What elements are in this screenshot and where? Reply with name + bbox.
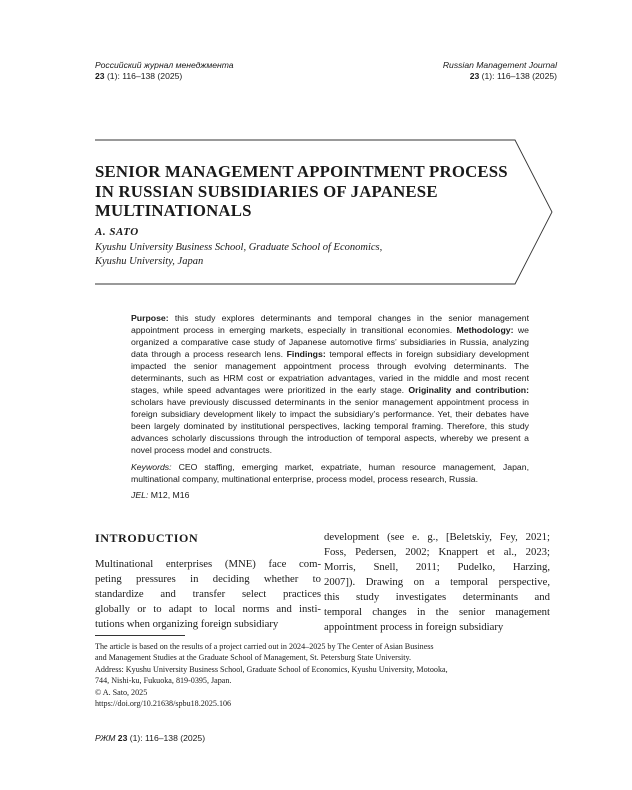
running-header-left — [95, 60, 234, 82]
jel-text: M12, M16 — [148, 490, 190, 500]
keywords-text: CEO staffing, emerging market, expatriate, human resource management, Japan, multinational company, multinational enterprise, process model, process research, Russia. — [131, 462, 529, 484]
body-column-left — [95, 557, 321, 632]
purpose-text: this study explores determinants and temporal changes in the senior management appointment process in emerging markets, especially in transitional economies. — [131, 313, 529, 335]
body-line: tutions when organizing foreign subsidiary — [95, 618, 279, 630]
jel-codes — [131, 489, 529, 501]
doi-link[interactable]: https://doi.org/10.21638/spbu18.2025.106 — [95, 699, 232, 709]
affiliation-line: Kyushu University, Japan — [95, 256, 204, 267]
copyright: © A. Sato, 2025 — [95, 687, 148, 697]
body-line: globally or to adapt to local norms and insti- — [95, 603, 321, 615]
footnote-address: 744, Nishi-ku, Fukuoka, 819-0395, Japan. — [95, 676, 232, 686]
issue-pages: (1): 116–138 (2025) — [104, 71, 183, 81]
body-column-right — [324, 530, 550, 635]
originality-text: scholars have previously discussed determinants in the senior management appointment process in foreign subsidiary development likely to impact the subsidiary’s performance. Yet, their debates have been largely dominated by institutional perspectives, lacking temporal framing. Therefore, this study advances scholarly discussions through the introduction of temporal aspects, whereby we present a novel process model and constructs. — [131, 397, 529, 455]
abstract-body — [131, 312, 529, 456]
body-line: this study investigates determinants and — [324, 591, 550, 603]
footnote — [95, 641, 555, 709]
body-line: Foss, Pedersen, 2002; Knappert et al., 2023; — [324, 546, 550, 558]
volume-info-left — [95, 71, 182, 81]
methodology-label: Methodology: — [456, 325, 514, 335]
article-title-block — [95, 162, 545, 221]
author-name: A. SATO — [95, 226, 139, 238]
body-line: appointment process in foreign subsidiary — [324, 621, 504, 633]
footnote-address: Address: Kyushu University Business School, Graduate School of Economics, Kyushu University, Motooka, — [95, 664, 448, 674]
body-line: development (see e. g., [Beletskiy, Fey, 2021; — [324, 531, 550, 543]
abstract — [131, 312, 529, 501]
findings-label: Findings: — [286, 349, 326, 359]
journal-name-ru: Российский журнал менеджмента — [95, 60, 234, 70]
body-line: 2007]). Drawing on a temporal perspective, — [324, 576, 550, 588]
author-affiliation — [95, 241, 382, 269]
keywords — [131, 461, 529, 485]
affiliation-line: Kyushu University Business School, Graduate School of Economics, — [95, 242, 383, 253]
title-line: MULTINATIONALS — [95, 201, 252, 220]
originality-label: Originality and contribution: — [408, 385, 529, 395]
purpose-label: Purpose: — [131, 313, 169, 323]
issue-pages: (1): 116–138 (2025) — [479, 71, 557, 81]
title-line: IN RUSSIAN SUBSIDIARIES OF JAPANESE — [95, 181, 438, 201]
body-line: peting pressures in deciding whether to — [95, 573, 321, 585]
methodology-text: we organized a comparative case study of Japanese automotive firms’ subsidiaries in Russia, analyzing data through a process research lens. — [131, 325, 529, 359]
journal-abbr: РЖМ — [95, 733, 116, 743]
jel-label: JEL: — [131, 490, 149, 500]
footer-volume: 23 — [117, 733, 128, 743]
footnote-divider — [95, 635, 185, 636]
body-line: standardize and transfer select practices — [95, 588, 321, 600]
body-line: Morris, Snell, 2011; Pudelko, Harzing, — [324, 561, 550, 573]
page-footer — [95, 733, 205, 743]
title-line: SENIOR MANAGEMENT APPOINTMENT PROCESS — [95, 162, 508, 181]
findings-text: temporal effects in foreign subsidiary development impacted the senior management appointment process through evolving determinants. The determinants, such as HRM cost or expatriation advantages, varied in the middle and most recent stages, while speed advantages were prioritized in the early stage. — [131, 349, 529, 395]
keywords-label: Keywords: — [131, 462, 172, 472]
article-title — [95, 162, 545, 221]
journal-name-en: Russian Management Journal — [442, 60, 557, 70]
footer-issue: (1): 116–138 (2025) — [127, 733, 206, 743]
footnote-line: The article is based on the results of a project carried out in 2024–2025 by The Center of Asian Business — [95, 642, 434, 651]
body-line: Multinational enterprises (MNE) face com- — [95, 558, 321, 570]
footnote-line: and Management Studies at the Graduate School of Management, St. Petersburg State University. — [95, 653, 412, 663]
volume-info-right — [470, 71, 557, 81]
running-header-right — [443, 60, 557, 82]
body-line: temporal changes in the senior management — [324, 606, 550, 618]
section-heading-introduction: INTRODUCTION — [95, 531, 199, 545]
volume-number: 23 — [95, 71, 105, 81]
volume-number: 23 — [469, 71, 480, 81]
